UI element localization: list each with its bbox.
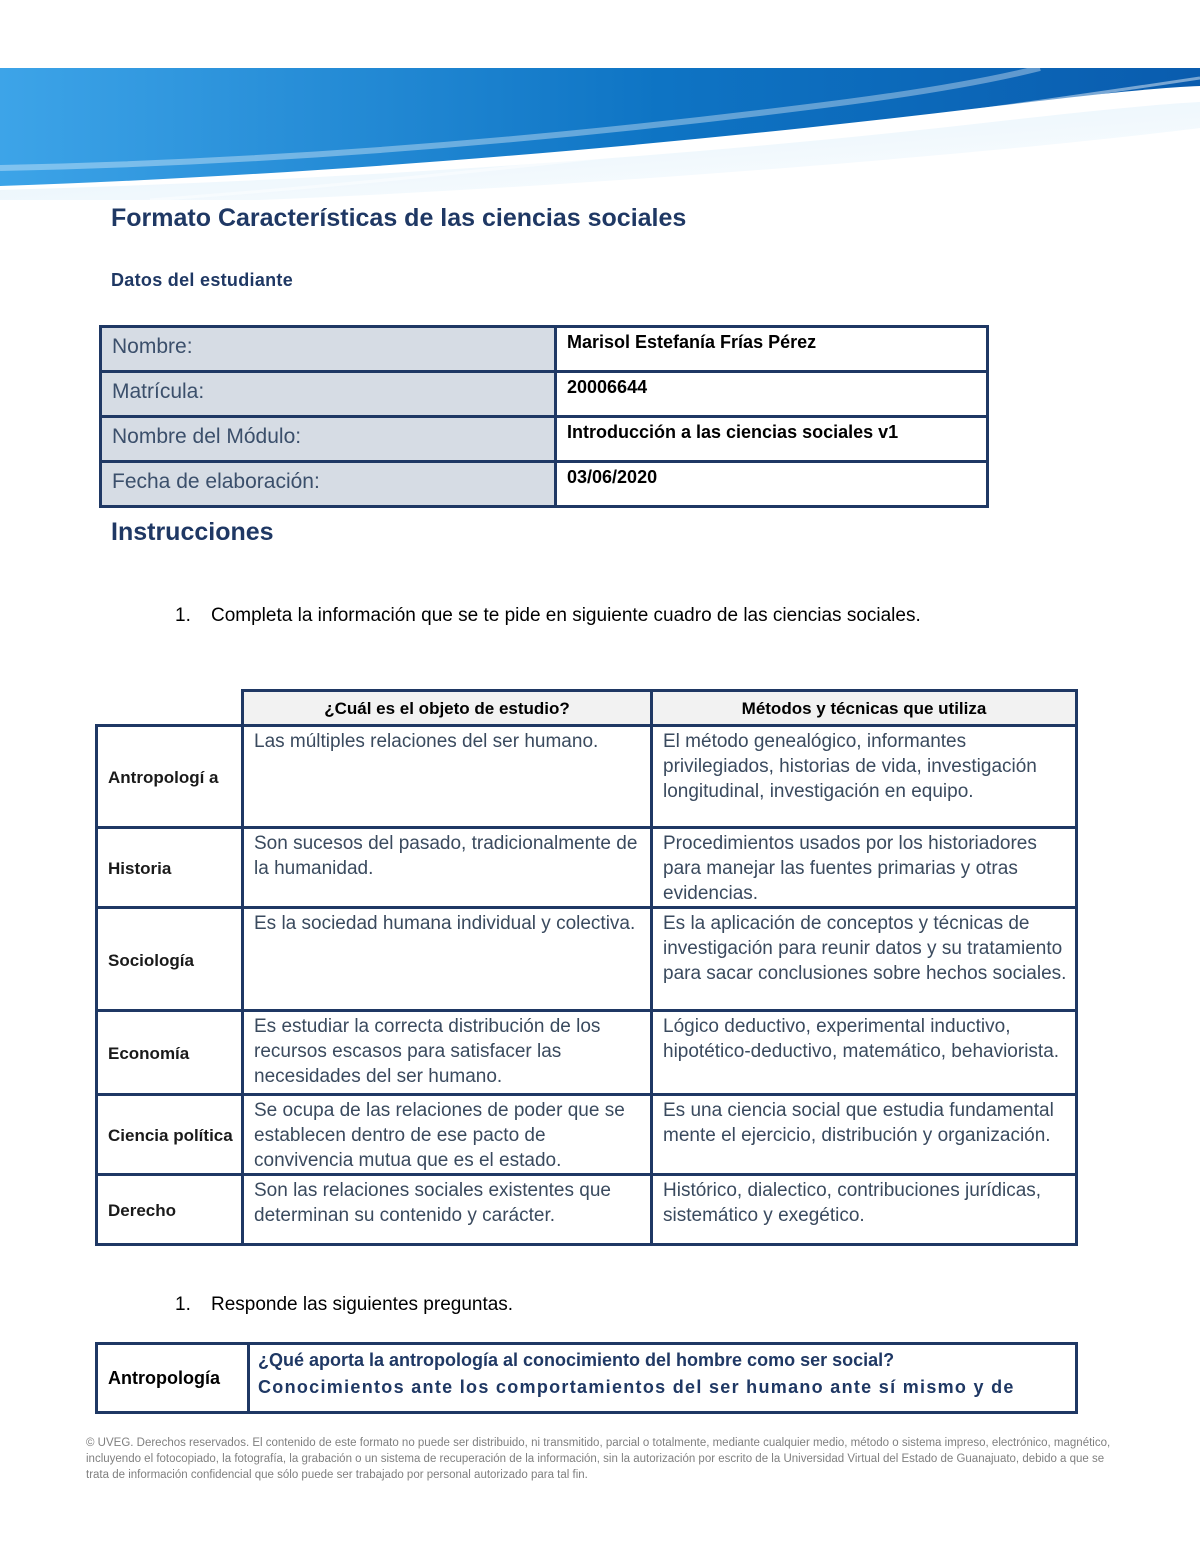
question-text: ¿Qué aporta la antropología al conocimiento del hombre como ser social? [258, 1350, 895, 1370]
label-name: Nombre: [101, 327, 556, 372]
label-module: Nombre del Módulo: [101, 417, 556, 462]
question-subject: Antropología [97, 1344, 249, 1413]
table-row [97, 726, 1077, 828]
cell-methods: Procedimientos usados por los historiadores para manejar las fuentes primarias y otras evidencias. [652, 828, 1077, 908]
header-banner [0, 68, 1200, 200]
instruction-1 [175, 605, 921, 627]
cell-object: Es estudiar la correcta distribución de los recursos escasos para satisfacer las necesidades del ser humano. [243, 1011, 652, 1095]
table-row [97, 828, 1077, 908]
label-id: Matrícula: [101, 372, 556, 417]
instruction-2-number: 1. [175, 1294, 191, 1315]
cell-methods: El método genealógico, informantes privilegiados, historias de vida, investigación longitudinal, investigación en equipo. [652, 726, 1077, 828]
row-header: Sociología [97, 908, 243, 1011]
instruction-2 [175, 1294, 513, 1316]
info-row-date [101, 462, 988, 507]
value-name: Marisol Estefanía Frías Pérez [556, 327, 988, 372]
cell-object: Se ocupa de las relaciones de poder que se establecen dentro de ese pacto de convivencia mutua que es el estado. [243, 1095, 652, 1175]
student-section-title: Datos del estudiante [111, 270, 294, 290]
question-row [97, 1344, 1077, 1413]
table-corner [97, 691, 243, 726]
copyright-footer: © UVEG. Derechos reservados. El contenido de este formato no puede ser distribuido, ni transmitido, parcial o totalmente, mediante cualquier medio, método o sistema impreso, electrónico, magnético, incluyendo el fotocopiado, la fotografía, la grabación o un sistema de recuperación de la información, sin la autorización por escrito de la Universidad Virtual del Estado de Guanajuato, debido a que se trata de información confidencial que sólo puede ser trabajado por personal autorizado para tal fin. [86, 1437, 1111, 1481]
cell-methods: Lógico deductivo, experimental inductivo, hipotético-deductivo, matemático, behaviorista. [652, 1011, 1077, 1095]
instructions-heading: Instrucciones [111, 518, 274, 546]
table-row [97, 908, 1077, 1011]
banner-graphic [0, 68, 1200, 200]
instruction-2-text: Responde las siguientes preguntas. [211, 1294, 514, 1315]
table-header-row [97, 691, 1077, 726]
info-row-name [101, 327, 988, 372]
header-methods: Métodos y técnicas que utiliza [652, 691, 1077, 726]
cell-methods: Es la aplicación de conceptos y técnicas de investigación para reunir datos y su tratamiento para sacar conclusiones sobre hechos sociales. [652, 908, 1077, 1011]
info-row-module [101, 417, 988, 462]
social-sciences-table [95, 689, 1078, 1246]
table-row [97, 1095, 1077, 1175]
cell-object: Son las relaciones sociales existentes que determinan su contenido y carácter. [243, 1175, 652, 1245]
question-cell [249, 1344, 1077, 1413]
cell-methods: Histórico, dialectico, contribuciones jurídicas, sistemático y exegético. [652, 1175, 1077, 1245]
row-header: Historia [97, 828, 243, 908]
cell-object: Es la sociedad humana individual y colectiva. [243, 908, 652, 1011]
table-row [97, 1011, 1077, 1095]
row-header: Derecho [97, 1175, 243, 1245]
row-header: Economía [97, 1011, 243, 1095]
info-row-id [101, 372, 988, 417]
student-info-table [99, 325, 989, 508]
value-module: Introducción a las ciencias sociales v1 [556, 417, 988, 462]
document-title: Formato Características de las ciencias sociales [111, 204, 687, 232]
cell-object: Las múltiples relaciones del ser humano. [243, 726, 652, 828]
instruction-1-number: 1. [175, 605, 191, 626]
cell-methods: Es una ciencia social que estudia fundamental mente el ejercicio, distribución y organización. [652, 1095, 1077, 1175]
table-row [97, 1175, 1077, 1245]
value-id: 20006644 [556, 372, 988, 417]
answer-text: Conocimientos ante los comportamientos del ser humano ante sí mismo y de [258, 1377, 1015, 1397]
instruction-1-text: Completa la información que se te pide en siguiente cuadro de las ciencias sociales. [211, 605, 921, 626]
questions-table [95, 1342, 1078, 1414]
label-date: Fecha de elaboración: [101, 462, 556, 507]
header-object: ¿Cuál es el objeto de estudio? [243, 691, 652, 726]
value-date: 03/06/2020 [556, 462, 988, 507]
cell-object: Son sucesos del pasado, tradicionalmente de la humanidad. [243, 828, 652, 908]
row-header: Antropologí a [97, 726, 243, 828]
row-header: Ciencia política [97, 1095, 243, 1175]
